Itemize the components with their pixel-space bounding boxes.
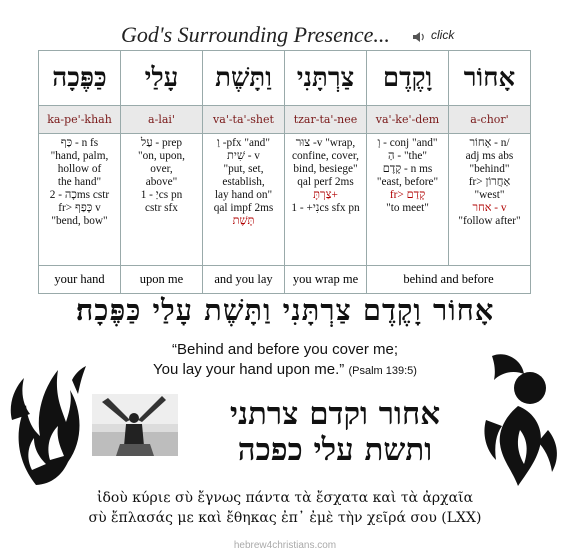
hebrew-unpointed-line-2: ותשת עלי כפכה <box>237 432 433 468</box>
translation: behind and before <box>367 266 531 294</box>
definition-cell: וְ - conj "and" הַ - "the" קֶדֶם - n ms "east, before" fr> קָדַם "to meet" <box>367 134 449 266</box>
speaker-icon[interactable] <box>412 30 426 44</box>
transliteration: va'-ke'-dem <box>367 106 449 134</box>
word-study-table <box>38 50 531 294</box>
verse-reference: (Psalm 139:5) <box>348 365 417 377</box>
translation: and you lay <box>203 266 285 294</box>
definition-cell: אָחוֹר - n/ adj ms abs "behind" fr> אַחֲרוֹן "west" אחר - v "follow after" <box>449 134 531 266</box>
transliteration: tzar-ta'-nee <box>285 106 367 134</box>
hebrew-word: אָחוֹר <box>449 51 531 106</box>
greek-line-2: σὺ ἔπλασάς με καὶ ἔθηκας ἐπ᾽ ἐμὲ τὴν χεῖρά σου (LXX) <box>88 510 482 526</box>
definition-cell: עַל - prep "on, upon, over, above" יַ - 1cs pn cstr sfx <box>121 134 203 266</box>
definition-cell: צוּר -v "wrap, confine, cover, bind, besiege" qal perf 2ms צַרְתָּ+ נִי+ - 1cs sfx pn <box>285 134 367 266</box>
hebrew-word: וָקֶדֶם <box>367 51 449 106</box>
quote-text: You lay your hand upon me.” <box>153 361 345 378</box>
flame-right-icon <box>478 350 564 490</box>
definition-cell: כַּף - n fs "hand, palm, hollow of the hand" כָה - 2ms cstr fr> כָּפַף v "bend, bow" <box>39 134 121 266</box>
definition-row <box>39 134 531 266</box>
audio-click-link[interactable]: click <box>431 28 455 42</box>
flame-left-icon <box>6 350 88 490</box>
transliteration: va'-ta'-shet <box>203 106 285 134</box>
hebrew-word: וַתָּשֶׁת <box>203 51 285 106</box>
site-credit: hebrew4christians.com <box>233 540 337 551</box>
translation-row <box>39 266 531 294</box>
quote-line-1: “Behind and before you cover me; <box>172 341 398 358</box>
hebrew-word: צַרְתָּנִי <box>285 51 367 106</box>
verse-hebrew: אָחוֹר וָקֶדֶם צַרְתָּנִי וַתָּשֶׁת עָלַי כַּפֶּכָה׃ <box>75 293 495 327</box>
hebrew-word: כַּפֶּכָה <box>39 51 121 106</box>
transliteration-row <box>39 106 531 134</box>
title-row <box>0 22 570 52</box>
hebrew-word-row <box>39 51 531 106</box>
man-praying-photo <box>92 394 178 456</box>
greek-line-1: ἰδοὺ κύριε σὺ ἔγνως πάντα τὰ ἔσχατα καὶ τὰ ἀρχαῖα <box>96 490 474 506</box>
page-title: God's Surrounding Presence... <box>121 22 390 47</box>
translation: your hand <box>39 266 121 294</box>
hebrew-unpointed-line-1: אחור וקדם צרתני <box>229 396 441 432</box>
transliteration: a-chor' <box>449 106 531 134</box>
hebrew-word: עָלַי <box>121 51 203 106</box>
transliteration: ka-pe'-khah <box>39 106 121 134</box>
translation: you wrap me <box>285 266 367 294</box>
definition-cell: וַ -pfx "and" שִׁית - v "put, set, establish, lay hand on" qal impf 2ms תָּשֶׁת <box>203 134 285 266</box>
translation: upon me <box>121 266 203 294</box>
transliteration: a-lai' <box>121 106 203 134</box>
